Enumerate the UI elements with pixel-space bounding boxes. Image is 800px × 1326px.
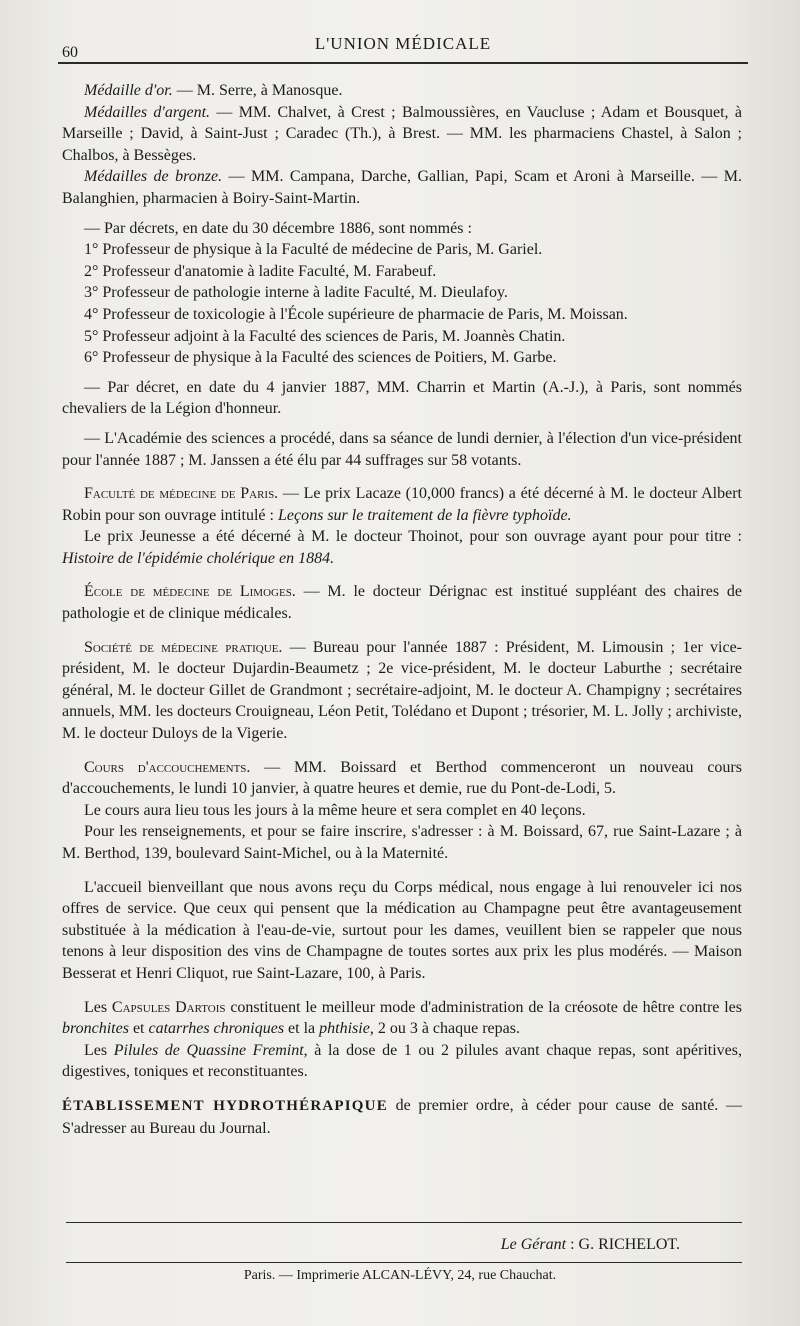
legion-paragraph: — Par décret, en date du 4 janvier 1887, MM. Charrin et Martin (A.-J.), à Paris, sont nommés chevaliers de la Légion d'honneur. — [62, 378, 742, 418]
footer-rule-top — [66, 1222, 742, 1223]
bronze-medal-label: Médailles de bronze. — [84, 168, 223, 186]
faculte-heading: Faculté de médecine de Paris. — [84, 485, 279, 503]
cours-heading: Cours d'accouchements. — [84, 758, 251, 776]
capsules-brand: Capsules Dartois — [111, 998, 226, 1016]
pilules-brand: Pilules de Quassine Fremint — [113, 1041, 304, 1059]
cours-paragraph: Cours d'accouchements. — MM. Boissard et Berthod commenceront un nouveau cours d'accouchements, le lundi 10 janvier, à quatre heures et demie, rue du Pont-de-Lodi, 5. — [62, 758, 742, 798]
gerant-signature: Le Gérant : G. RICHELOT. — [500, 1236, 680, 1253]
academie-paragraph: — L'Académie des sciences a procédé, dans sa séance de lundi dernier, à l'élection d'un vice-président pour l'année 1887 ; M. Janssen a été élu par 44 suffrages sur 58 votants. — [62, 429, 742, 469]
limoges-paragraph: École de médecine de Limoges. — M. le docteur Dérignac est institué suppléant des chaires de pathologie et de clinique médicales. — [62, 583, 742, 623]
decree-item: 1° Professeur de physique à la Faculté de médecine de Paris, M. Gariel. — [84, 241, 543, 259]
footer-rule-bottom — [66, 1262, 742, 1263]
book-title: Leçons sur le traitement de la fièvre typhoïde. — [277, 506, 572, 524]
capsules-advert: Les Capsules Dartois constituent le meilleur mode d'administration de la créosote de hêtre contre les bronchites et catarrhes chroniques et la phthisie, 2 ou 3 à chaque repas. — [62, 998, 742, 1038]
gold-medal-paragraph: Médaille d'or. — M. Serre, à Manosque. — [84, 82, 343, 99]
decree-item: 6° Professeur de physique à la Faculté des sciences de Poitiers, M. Garbe. — [84, 349, 557, 367]
limoges-heading: École de médecine de Limoges. — [84, 583, 296, 601]
book-title: Histoire de l'épidémie cholérique en 1884. — [62, 549, 335, 567]
jeunesse-paragraph: Le prix Jeunesse a été décerné à M. le docteur Thoinot, pour son ouvrage ayant pour pour titre : Histoire de l'épidémie cholérique en 1884. — [62, 528, 742, 567]
decree-item: 3° Professeur de pathologie interne à ladite Faculté, M. Dieulafoy. — [84, 284, 508, 302]
decree-item: 4° Professeur de toxicologie à l'École supérieure de pharmacie de Paris, M. Moissan. — [84, 305, 628, 323]
champagne-advert: L'accueil bienveillant que nous avons reçu du Corps médical, nous engage à lui renouveler ici nos offres de service. Que ceux qui pensent que la médication au Champagne peut être avantageusement substituée à la médication à l'eau-de-vie, surtout pour les dames, veuillent bien se rappeler que nous tenons à leur disposition des vins de Champagne de toutes sortes aux prix les plus modérés. — Maison Besserat et Henri Cliquot, rue Saint-Lazare, 100, à Paris. — [62, 878, 742, 982]
running-title: L'UNION MÉDICALE — [314, 34, 492, 53]
silver-medal-label: Médailles d'argent. — [84, 103, 211, 121]
page-number: 60 — [62, 44, 78, 61]
cours-contact: Pour les renseignements, et pour se faire inscrire, s'adresser : à M. Boissard, 67, rue Saint-Lazare ; à M. Berthod, 139, boulevard Saint-Michel, ou à la Maternité. — [62, 823, 742, 862]
societe-heading: Société de médecine pratique. — [84, 638, 283, 656]
societe-paragraph: Société de médecine pratique. — Bureau pour l'année 1887 : Président, M. Limousin ; 1er vice-président, M. le docteur Dujardin-Beaumetz ; 2e vice-président, M. le docteur Laburthe ; secrétaire général, M. le docteur Gillet de Grandmont ; secrétaire-adjoint, M. le docteur A. Champigny ; secrétaires annuels, MM. les docteurs Crouigneau, Léon Petit, Tolédano et Dupont ; trésorier, M. L. Jolly ; archiviste, M. le docteur Duloys de la Vigerie. — [62, 638, 742, 743]
decrees-intro: — Par décrets, en date du 30 décembre 1886, sont nommés : — [84, 219, 472, 237]
page-header — [58, 30, 748, 64]
article-body — [62, 80, 742, 1139]
decree-item: 2° Professeur d'anatomie à ladite Faculté, M. Farabeuf. — [84, 262, 437, 280]
pilules-advert: Les Pilules de Quassine Fremint, à la dose de 1 ou 2 pilules avant chaque repas, sont apéritives, digestives, toniques et reconstituantes. — [62, 1041, 743, 1081]
decree-item: 5° Professeur adjoint à la Faculté des sciences de Paris, M. Joannès Chatin. — [84, 327, 566, 345]
silver-medal-paragraph: Médailles d'argent. — MM. Chalvet, à Crest ; Balmoussières, en Vaucluse ; Adam et Bousquet, à Marseille ; David, à Saint-Just ; Caradec (Th.), à Brest. — MM. les pharmaciens Chastel, à Salon ; Chalbos, à Bessèges. — [62, 103, 743, 164]
bronze-medal-paragraph: Médailles de bronze. — MM. Campana, Darche, Gallian, Papi, Scam et Aroni à Marseille. — M. Balanghien, pharmacien à Boiry-Saint-Martin. — [62, 168, 743, 207]
printer-imprint: Paris. — Imprimerie ALCAN-LÉVY, 24, rue Chauchat. — [243, 1268, 557, 1283]
etablissement-heading: ÉTABLISSEMENT HYDROTHÉRAPIQUE — [62, 1097, 388, 1114]
faculte-paragraph: Faculté de médecine de Paris. — Le prix Lacaze (10,000 francs) a été décerné à M. le docteur Albert Robin pour son ouvrage intitulé : Leçons sur le traitement de la fièvre typhoïde. — [62, 485, 742, 524]
etablissement-advert: ÉTABLISSEMENT HYDROTHÉRAPIQUE de premier ordre, à céder pour cause de santé. — S'adresser au Bureau du Journal. — [62, 1096, 742, 1137]
gold-medal-label: Médaille d'or. — [84, 82, 173, 99]
cours-schedule: Le cours aura lieu tous les jours à la même heure et sera complet en 40 leçons. — [84, 801, 586, 819]
